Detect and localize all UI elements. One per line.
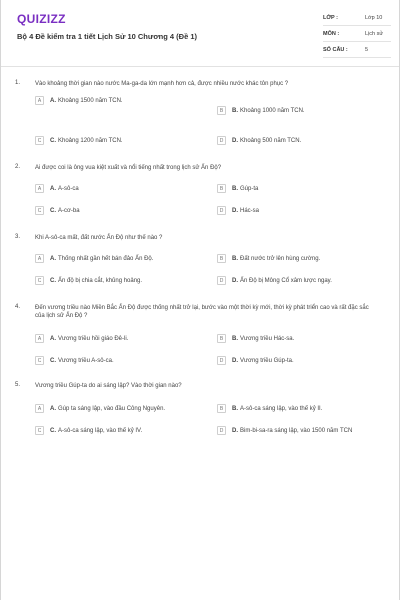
option-letter: C.	[50, 357, 56, 364]
option-text: Khoảng 500 năm TCN.	[240, 137, 302, 144]
option-a[interactable]	[35, 254, 153, 263]
option-b[interactable]	[217, 334, 294, 343]
option-text: Khoảng 1500 năm TCN.	[58, 97, 123, 104]
option-d[interactable]	[217, 206, 259, 215]
option-c[interactable]	[35, 426, 142, 435]
option-a[interactable]	[35, 404, 165, 413]
option-letter: B.	[232, 185, 238, 192]
option-b[interactable]	[217, 254, 320, 263]
quizizz-logo: QUIZIZZ	[17, 12, 66, 26]
option-letter: C.	[50, 207, 56, 214]
question-text: Ai được coi là ông vua kiệt xuất và nổi tiếng nhất trong lịch sử Ấn Độ?	[35, 165, 222, 171]
option-a[interactable]	[35, 334, 128, 343]
option-checkbox[interactable]: D	[217, 426, 226, 435]
option-text: Hác-sa	[240, 207, 260, 214]
option-checkbox[interactable]: B	[217, 184, 226, 193]
option-text: Vương triều Hác-sa.	[240, 335, 295, 342]
option-letter: D.	[232, 427, 238, 434]
option-checkbox[interactable]: C	[35, 136, 44, 145]
option-text: Đất nước trở lên hùng cường.	[240, 255, 321, 262]
meta-label: MÔN :	[323, 30, 340, 37]
option-text: Vương triều Gúp-ta.	[240, 357, 294, 364]
option-checkbox[interactable]: A	[35, 254, 44, 263]
option-checkbox[interactable]: A	[35, 334, 44, 343]
option-text: Khoảng 1200 năm TCN.	[58, 137, 123, 144]
option-b[interactable]	[217, 106, 305, 115]
option-text: Vương triều hồi giáo Đê-li.	[58, 335, 129, 342]
question-number: 1.	[15, 80, 21, 86]
meta-label: SỐ CÂU :	[323, 46, 348, 53]
option-checkbox[interactable]: D	[217, 356, 226, 365]
option-letter: D.	[232, 207, 238, 214]
option-letter: A.	[50, 97, 56, 104]
question-number: 2.	[15, 164, 21, 170]
option-c[interactable]	[35, 136, 123, 145]
option-text: A-sô-ca sáng lập, vào thế kỷ IV.	[58, 427, 143, 434]
option-text: A-sô-ca	[58, 185, 79, 192]
meta-row-subject	[323, 26, 391, 42]
option-text: Vương triều A-sô-ca.	[58, 357, 114, 364]
option-b[interactable]	[217, 404, 322, 413]
option-c[interactable]	[35, 276, 142, 285]
question-number: 5.	[15, 382, 21, 388]
option-letter: B.	[232, 255, 238, 262]
option-a[interactable]	[35, 96, 123, 105]
option-letter: A.	[50, 405, 56, 412]
option-letter: B.	[232, 107, 238, 114]
question-text: Đến vương triều nào Miền Bắc Ấn Độ được thống nhất trở lại, bước vào một thời kỳ mới, thời kỳ phát triển cao và rất đặc sắc của lịch sử Ấn Độ ?	[35, 305, 369, 319]
option-a[interactable]	[35, 184, 79, 193]
option-checkbox[interactable]: B	[217, 106, 226, 115]
option-checkbox[interactable]: D	[217, 206, 226, 215]
option-letter: B.	[232, 335, 238, 342]
question-text: Khi A-sô-ca mất, đất nước Ấn Độ như thế nào ?	[35, 235, 163, 241]
document-title: Bộ 4 Đề kiểm tra 1 tiết Lịch Sử 10 Chương 4 (Đề 1)	[17, 32, 197, 41]
meta-row-class	[323, 10, 391, 26]
option-text: Gúp ta sáng lập, vào đầu Công Nguyên.	[58, 405, 166, 412]
meta-label: LỚP :	[323, 14, 338, 21]
option-checkbox[interactable]: D	[217, 276, 226, 285]
option-checkbox[interactable]: A	[35, 404, 44, 413]
option-letter: C.	[50, 427, 56, 434]
option-b[interactable]	[217, 184, 258, 193]
option-letter: A.	[50, 185, 56, 192]
option-checkbox[interactable]: B	[217, 254, 226, 263]
option-checkbox[interactable]: A	[35, 96, 44, 105]
option-checkbox[interactable]: C	[35, 356, 44, 365]
option-text: Gúp-ta	[240, 185, 259, 192]
option-checkbox[interactable]: C	[35, 206, 44, 215]
option-d[interactable]	[217, 426, 352, 435]
option-checkbox[interactable]: A	[35, 184, 44, 193]
question-text: Vương triều Gúp-ta do ai sáng lập? Vào thời gian nào?	[35, 383, 182, 389]
option-letter: D.	[232, 277, 238, 284]
header-divider	[1, 66, 399, 67]
option-checkbox[interactable]: C	[35, 276, 44, 285]
option-text: Thống nhất gần hết bán đảo Ấn Độ.	[58, 255, 154, 262]
option-letter: C.	[50, 277, 56, 284]
option-text: Ấn Độ bị Mông Cổ xâm lược ngay.	[240, 277, 332, 284]
option-d[interactable]	[217, 136, 301, 145]
option-letter: A.	[50, 335, 56, 342]
option-letter: B.	[232, 405, 238, 412]
option-text: Khoảng 1000 năm TCN.	[240, 107, 305, 114]
meta-value: Lớp 10	[365, 14, 383, 21]
option-checkbox[interactable]: B	[217, 404, 226, 413]
meta-row-count	[323, 42, 391, 58]
option-checkbox[interactable]: D	[217, 136, 226, 145]
option-letter: D.	[232, 357, 238, 364]
option-checkbox[interactable]: C	[35, 426, 44, 435]
option-d[interactable]	[217, 276, 332, 285]
option-text: Bim-bi-sa-ra sáng lập, vào 1500 năm TCN	[240, 427, 353, 434]
meta-value: Lịch sử	[365, 30, 384, 37]
option-text: A-sô-ca sáng lập, vào thế kỷ II.	[240, 405, 323, 412]
option-letter: D.	[232, 137, 238, 144]
question-number: 3.	[15, 234, 21, 240]
option-c[interactable]	[35, 356, 114, 365]
option-d[interactable]	[217, 356, 294, 365]
meta-value: 5	[365, 46, 369, 53]
question-number: 4.	[15, 304, 21, 310]
option-c[interactable]	[35, 206, 80, 215]
option-text: Ấn độ bị chia cắt, khủng hoảng.	[58, 277, 143, 284]
question-text: Vào khoảng thời gian nào nước Ma-ga-da lớn mạnh hơn cả, được nhiều nước khác tôn phục ?	[35, 81, 289, 87]
option-letter: C.	[50, 137, 56, 144]
option-text: A-cơ-ba	[58, 207, 80, 214]
option-checkbox[interactable]: B	[217, 334, 226, 343]
option-letter: A.	[50, 255, 56, 262]
meta-table	[323, 10, 391, 58]
